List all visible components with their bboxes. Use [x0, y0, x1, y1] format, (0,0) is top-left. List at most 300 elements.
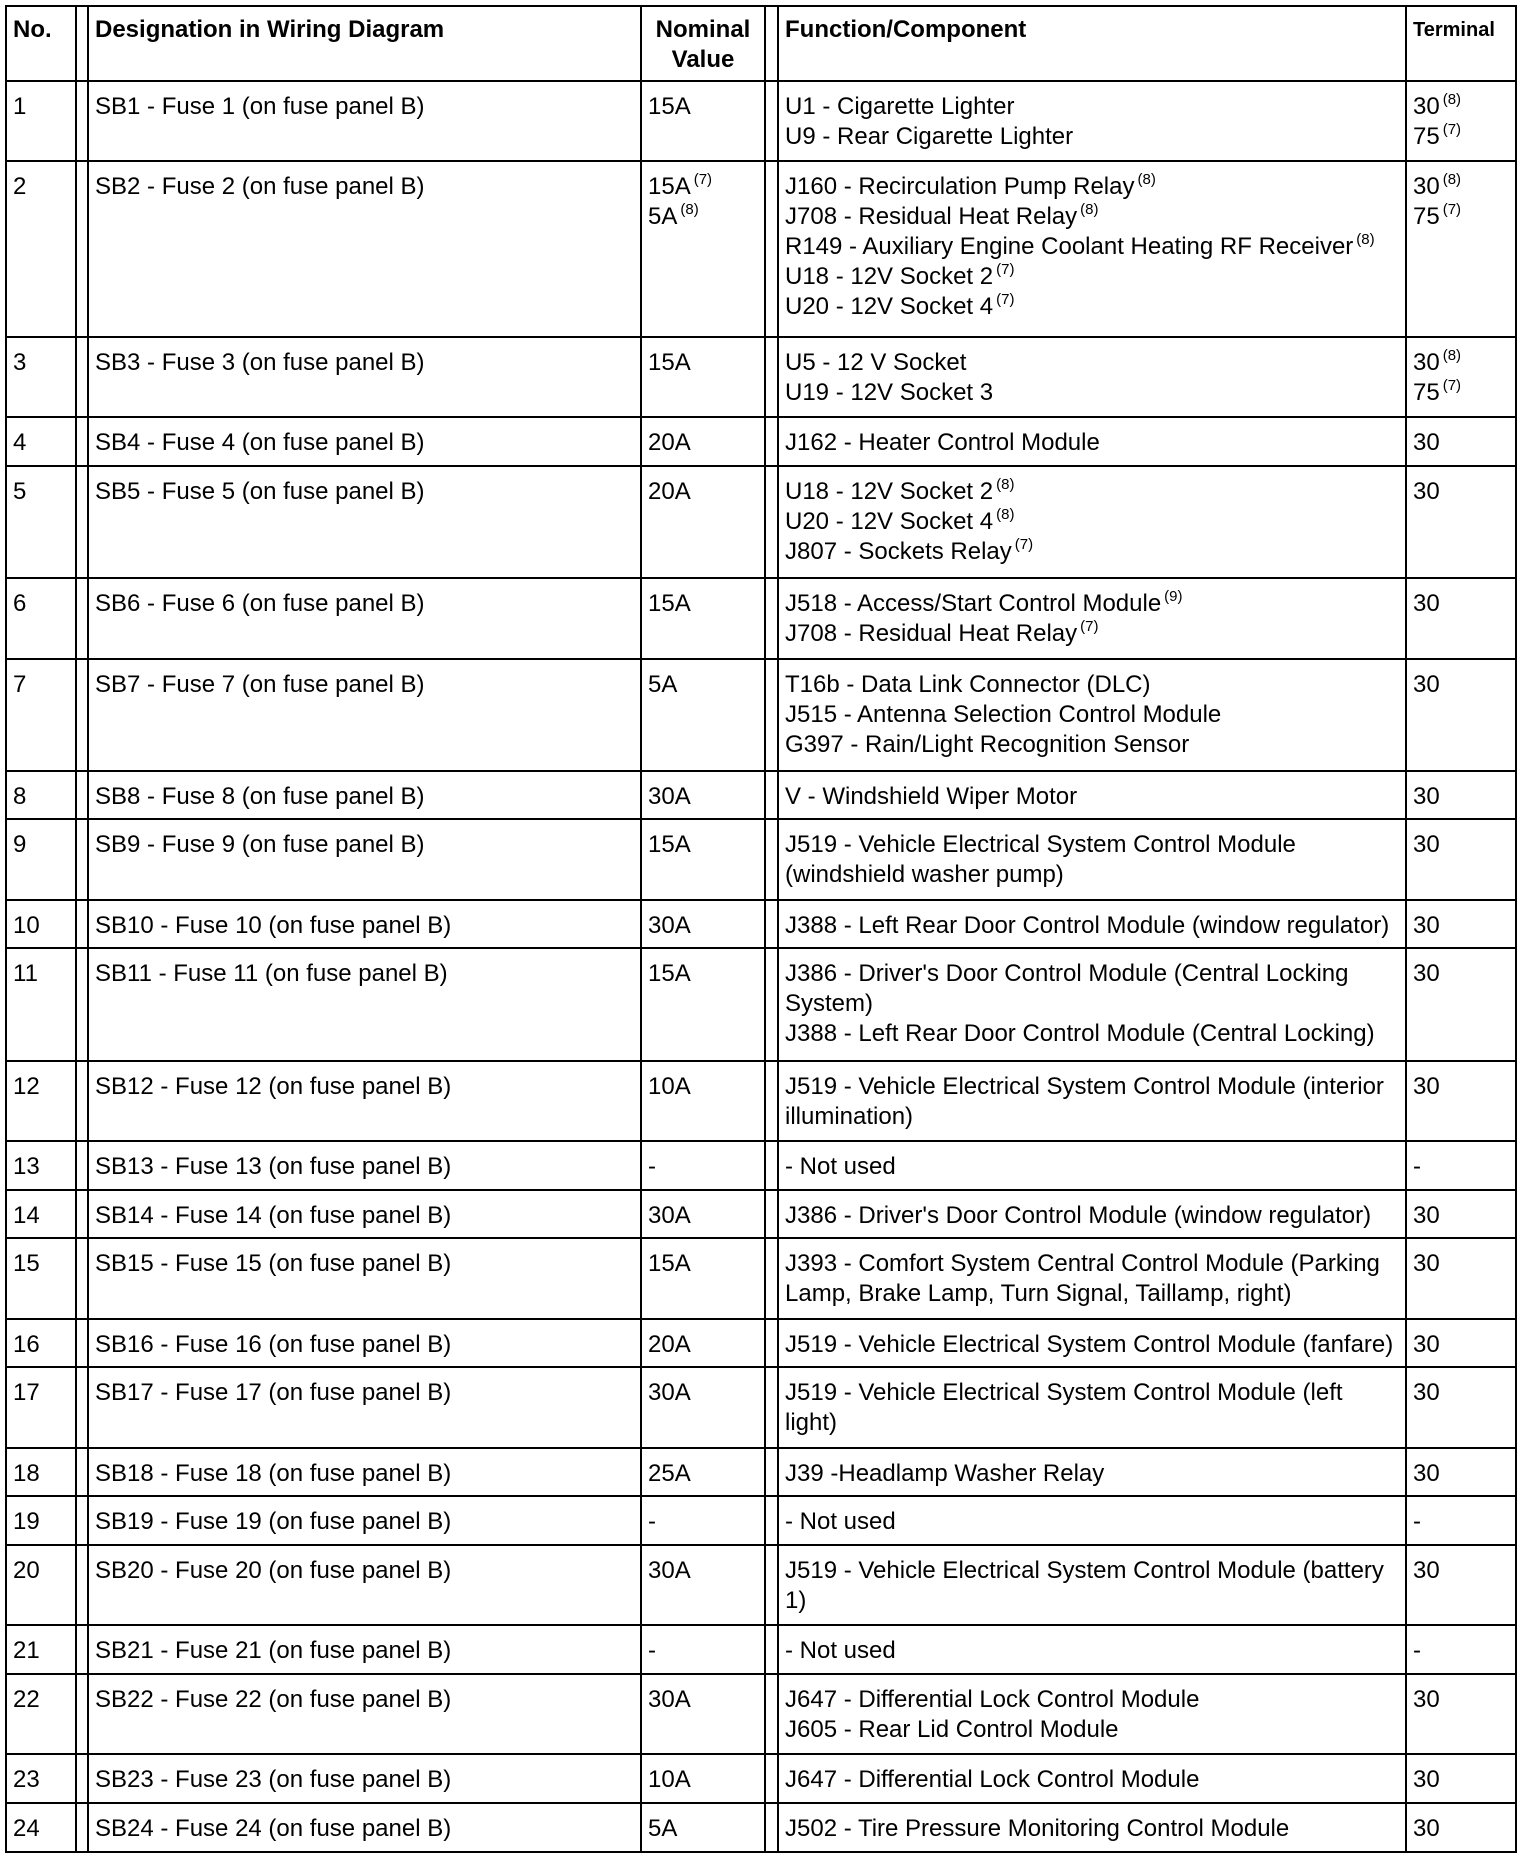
- nominal-line-text: 5A: [648, 670, 678, 698]
- function-line: [785, 589, 1399, 619]
- cell-no: 14: [6, 1190, 76, 1239]
- fuse-table: [5, 5, 1517, 1853]
- cell-terminal: [1406, 1674, 1516, 1754]
- cell-function: [778, 466, 1406, 578]
- cell-nominal-value: [641, 1545, 765, 1625]
- cell-spacer: [765, 1367, 778, 1447]
- footnote-marker: (7): [693, 171, 713, 189]
- function-line: [785, 1507, 1399, 1537]
- cell-nominal-value: [641, 1448, 765, 1497]
- function-line-text: T16b - Data Link Connector (DLC): [785, 670, 1151, 698]
- cell-terminal: [1406, 900, 1516, 949]
- cell-function: [778, 1367, 1406, 1447]
- function-line-text: J519 - Vehicle Electrical System Control Module (battery 1): [785, 1557, 1384, 1615]
- nominal-line-text: 15A: [648, 960, 691, 988]
- terminal-line-text: 30: [1413, 1250, 1440, 1278]
- cell-spacer: [76, 1496, 88, 1545]
- terminal-line: [1413, 477, 1509, 507]
- cell-no: 13: [6, 1141, 76, 1190]
- table-row: [6, 1803, 1516, 1852]
- cell-spacer: [765, 1238, 778, 1318]
- nominal-line-text: 30A: [648, 911, 691, 939]
- function-line-text: U9 - Rear Cigarette Lighter: [785, 123, 1074, 150]
- function-line: [785, 1556, 1399, 1616]
- cell-designation: SB5 - Fuse 5 (on fuse panel B): [88, 466, 641, 578]
- nominal-line: [648, 1201, 758, 1231]
- nominal-line-text: 30A: [648, 1201, 691, 1229]
- function-line-text: J519 - Vehicle Electrical System Control Module (left light): [785, 1379, 1343, 1437]
- cell-spacer: [765, 948, 778, 1060]
- cell-spacer: [76, 1141, 88, 1190]
- cell-function: [778, 1625, 1406, 1674]
- cell-no: 17: [6, 1367, 76, 1447]
- cell-terminal: [1406, 1061, 1516, 1141]
- terminal-line-text: -: [1413, 1637, 1421, 1665]
- nominal-line: [648, 1765, 758, 1795]
- cell-no: 9: [6, 819, 76, 899]
- table-row: [6, 161, 1516, 337]
- cell-terminal: [1406, 948, 1516, 1060]
- cell-nominal-value: [641, 1803, 765, 1852]
- cell-designation: SB7 - Fuse 7 (on fuse panel B): [88, 659, 641, 771]
- function-line-text: - Not used: [785, 1637, 896, 1665]
- footnote-marker: (9): [1164, 588, 1183, 606]
- cell-no: 2: [6, 161, 76, 337]
- cell-nominal-value: [641, 1319, 765, 1368]
- function-line: [785, 262, 1399, 292]
- cell-terminal: [1406, 1319, 1516, 1368]
- cell-designation: SB12 - Fuse 12 (on fuse panel B): [88, 1061, 641, 1141]
- footnote-marker: (7): [1442, 377, 1462, 394]
- cell-no: 5: [6, 466, 76, 578]
- cell-terminal: [1406, 337, 1516, 417]
- nominal-line: [648, 202, 758, 232]
- function-line: [785, 911, 1399, 941]
- cell-designation: SB17 - Fuse 17 (on fuse panel B): [88, 1367, 641, 1447]
- terminal-line-text: 75: [1413, 203, 1440, 231]
- nominal-line-text: 15A: [648, 93, 691, 120]
- nominal-line-text: 30A: [648, 1686, 691, 1714]
- cell-designation: SB10 - Fuse 10 (on fuse panel B): [88, 900, 641, 949]
- terminal-line: [1413, 1330, 1509, 1360]
- cell-spacer: [765, 1545, 778, 1625]
- nominal-line-text: 20A: [648, 478, 691, 506]
- cell-designation: SB6 - Fuse 6 (on fuse panel B): [88, 578, 641, 658]
- footnote-marker: (8): [996, 476, 1015, 494]
- cell-no: 11: [6, 948, 76, 1060]
- nominal-line: [648, 1636, 758, 1666]
- cell-function: [778, 1545, 1406, 1625]
- cell-terminal: [1406, 81, 1516, 161]
- cell-function: [778, 819, 1406, 899]
- cell-spacer: [765, 1190, 778, 1239]
- terminal-line-text: 30: [1413, 1766, 1440, 1794]
- nominal-line: [648, 1378, 758, 1408]
- terminal-line: [1413, 1459, 1509, 1489]
- cell-no: 4: [6, 417, 76, 466]
- terminal-line: [1413, 1249, 1509, 1279]
- footnote-marker: (8): [1442, 171, 1462, 189]
- function-line-text: J708 - Residual Heat Relay: [785, 620, 1078, 648]
- cell-designation: SB1 - Fuse 1 (on fuse panel B): [88, 81, 641, 161]
- terminal-line-text: 30: [1413, 173, 1440, 201]
- cell-nominal-value: [641, 1238, 765, 1318]
- cell-nominal-value: [641, 1496, 765, 1545]
- cell-terminal: [1406, 771, 1516, 820]
- cell-spacer: [76, 1190, 88, 1239]
- cell-designation: SB2 - Fuse 2 (on fuse panel B): [88, 161, 641, 337]
- nominal-line-text: -: [648, 1508, 656, 1536]
- function-line: [785, 1814, 1399, 1844]
- cell-spacer: [76, 578, 88, 658]
- nominal-line: [648, 1685, 758, 1715]
- terminal-line: [1413, 782, 1509, 812]
- table-body: [6, 81, 1516, 1852]
- cell-terminal: [1406, 1754, 1516, 1803]
- nominal-line: [648, 1459, 758, 1489]
- nominal-line: [648, 428, 758, 458]
- terminal-line-text: 30: [1413, 1201, 1440, 1229]
- cell-function: [778, 1496, 1406, 1545]
- cell-no: 19: [6, 1496, 76, 1545]
- cell-no: 22: [6, 1674, 76, 1754]
- nominal-line-text: 30A: [648, 1557, 691, 1585]
- function-line-text: J39 -Headlamp Washer Relay: [785, 1459, 1105, 1487]
- cell-terminal: [1406, 466, 1516, 578]
- function-line: [785, 348, 1399, 378]
- terminal-line: [1413, 1765, 1509, 1795]
- function-line: [785, 232, 1399, 262]
- cell-function: [778, 1803, 1406, 1852]
- table-row: [6, 1367, 1516, 1447]
- function-line: [785, 292, 1399, 322]
- cell-function: [778, 1754, 1406, 1803]
- cell-terminal: [1406, 1496, 1516, 1545]
- function-line-text: J515 - Antenna Selection Control Module: [785, 700, 1222, 728]
- table-row: [6, 1625, 1516, 1674]
- cell-terminal: [1406, 1190, 1516, 1239]
- cell-designation: SB19 - Fuse 19 (on fuse panel B): [88, 1496, 641, 1545]
- nominal-line: [648, 1330, 758, 1360]
- cell-function: [778, 771, 1406, 820]
- cell-no: 8: [6, 771, 76, 820]
- terminal-line-text: 30: [1413, 1557, 1440, 1585]
- terminal-line: [1413, 1556, 1509, 1586]
- header-nominal-line2: Value: [671, 46, 735, 73]
- nominal-line-text: -: [648, 1637, 656, 1665]
- footnote-marker: (8): [1080, 201, 1099, 219]
- footnote-marker: (8): [1442, 347, 1462, 364]
- cell-nominal-value: [641, 1190, 765, 1239]
- function-line-text: J388 - Left Rear Door Control Module (window regulator): [785, 911, 1390, 939]
- function-line: [785, 122, 1399, 152]
- cell-terminal: [1406, 417, 1516, 466]
- terminal-line-text: 30: [1413, 831, 1440, 859]
- nominal-line: [648, 670, 758, 700]
- cell-terminal: [1406, 819, 1516, 899]
- function-line-text: U20 - 12V Socket 4: [785, 508, 994, 536]
- cell-designation: SB18 - Fuse 18 (on fuse panel B): [88, 1448, 641, 1497]
- terminal-line-text: 75: [1413, 379, 1440, 406]
- terminal-line: [1413, 1152, 1509, 1182]
- nominal-line-text: 15A: [648, 349, 691, 376]
- function-line-text: U1 - Cigarette Lighter: [785, 93, 1015, 120]
- function-line: [785, 1201, 1399, 1231]
- nominal-line-text: 15A: [648, 173, 691, 201]
- function-line-text: J518 - Access/Start Control Module: [785, 590, 1162, 618]
- cell-no: 1: [6, 81, 76, 161]
- cell-nominal-value: [641, 1141, 765, 1190]
- cell-no: 24: [6, 1803, 76, 1852]
- nominal-line: [648, 172, 758, 202]
- cell-spacer: [765, 1674, 778, 1754]
- cell-spacer: [765, 578, 778, 658]
- nominal-line-text: 15A: [648, 831, 691, 859]
- table-row: [6, 578, 1516, 658]
- function-line: [785, 378, 1399, 408]
- table-row: [6, 466, 1516, 578]
- terminal-line-text: 30: [1413, 590, 1440, 618]
- terminal-line-text: 30: [1413, 429, 1440, 457]
- function-line: [785, 1715, 1399, 1745]
- cell-no: 15: [6, 1238, 76, 1318]
- function-line-text: G397 - Rain/Light Recognition Sensor: [785, 730, 1190, 758]
- cell-spacer: [765, 771, 778, 820]
- cell-function: [778, 1061, 1406, 1141]
- cell-function: [778, 1448, 1406, 1497]
- table-row: [6, 81, 1516, 161]
- function-line-text: J386 - Driver's Door Control Module (Central Locking System): [785, 960, 1349, 1018]
- cell-terminal: [1406, 1448, 1516, 1497]
- function-line: [785, 619, 1399, 649]
- cell-terminal: [1406, 1545, 1516, 1625]
- cell-terminal: [1406, 659, 1516, 771]
- cell-nominal-value: [641, 659, 765, 771]
- cell-spacer: [76, 1061, 88, 1141]
- cell-spacer: [76, 1448, 88, 1497]
- table-row: [6, 659, 1516, 771]
- cell-terminal: [1406, 161, 1516, 337]
- cell-function: [778, 81, 1406, 161]
- terminal-line-text: 30: [1413, 93, 1440, 120]
- function-line-text: U19 - 12V Socket 3: [785, 379, 994, 406]
- function-line: [785, 700, 1399, 730]
- nominal-line: [648, 1249, 758, 1279]
- function-line: [785, 1330, 1399, 1360]
- nominal-line-text: 15A: [648, 1250, 691, 1278]
- cell-nominal-value: [641, 578, 765, 658]
- nominal-line-text: 30A: [648, 782, 691, 810]
- function-line: [785, 1072, 1399, 1132]
- function-line: [785, 1378, 1399, 1438]
- cell-designation: SB22 - Fuse 22 (on fuse panel B): [88, 1674, 641, 1754]
- function-line: [785, 428, 1399, 458]
- cell-spacer: [765, 1754, 778, 1803]
- cell-spacer: [76, 771, 88, 820]
- function-line-text: U18 - 12V Socket 2: [785, 263, 994, 291]
- cell-no: 20: [6, 1545, 76, 1625]
- header-terminal: Terminal: [1406, 6, 1516, 81]
- cell-function: [778, 578, 1406, 658]
- cell-no: 18: [6, 1448, 76, 1497]
- terminal-line-text: 30: [1413, 782, 1440, 810]
- table-row: [6, 1545, 1516, 1625]
- function-line-text: J393 - Comfort System Central Control Module (Parking Lamp, Brake Lamp, Turn Signal, Taillamp, right): [785, 1250, 1380, 1308]
- terminal-line: [1413, 92, 1509, 122]
- nominal-line: [648, 1152, 758, 1182]
- nominal-line: [648, 1556, 758, 1586]
- terminal-line: [1413, 202, 1509, 232]
- cell-designation: SB21 - Fuse 21 (on fuse panel B): [88, 1625, 641, 1674]
- cell-function: [778, 337, 1406, 417]
- nominal-line: [648, 1072, 758, 1102]
- table-row: [6, 337, 1516, 417]
- function-line: [785, 730, 1399, 760]
- table-row: [6, 1190, 1516, 1239]
- footnote-marker: (7): [1014, 536, 1034, 554]
- terminal-line: [1413, 378, 1509, 408]
- header-no: No.: [6, 6, 76, 81]
- terminal-line-text: 30: [1413, 1072, 1440, 1100]
- cell-no: 21: [6, 1625, 76, 1674]
- cell-spacer: [76, 1674, 88, 1754]
- cell-nominal-value: [641, 1754, 765, 1803]
- cell-spacer: [765, 417, 778, 466]
- header-spacer: [765, 6, 778, 81]
- terminal-line-text: 30: [1413, 1379, 1440, 1407]
- header-designation: Designation in Wiring Diagram: [88, 6, 641, 81]
- cell-designation: SB20 - Fuse 20 (on fuse panel B): [88, 1545, 641, 1625]
- nominal-line: [648, 477, 758, 507]
- table-row: [6, 1674, 1516, 1754]
- function-line-text: J160 - Recirculation Pump Relay: [785, 173, 1135, 201]
- cell-function: [778, 161, 1406, 337]
- cell-spacer: [765, 819, 778, 899]
- cell-nominal-value: [641, 81, 765, 161]
- table-row: [6, 1238, 1516, 1318]
- nominal-line: [648, 959, 758, 989]
- terminal-line-text: -: [1413, 1508, 1421, 1536]
- function-line-text: J519 - Vehicle Electrical System Control Module (interior illumination): [785, 1072, 1384, 1130]
- function-line: [785, 782, 1399, 812]
- terminal-line-text: 30: [1413, 1686, 1440, 1714]
- cell-no: 3: [6, 337, 76, 417]
- nominal-line-text: 30A: [648, 1379, 691, 1407]
- cell-designation: SB4 - Fuse 4 (on fuse panel B): [88, 417, 641, 466]
- function-line-text: J605 - Rear Lid Control Module: [785, 1716, 1119, 1744]
- terminal-line: [1413, 428, 1509, 458]
- nominal-line: [648, 348, 758, 378]
- nominal-line: [648, 92, 758, 122]
- footnote-marker: (8): [1442, 91, 1462, 108]
- function-line: [785, 1765, 1399, 1795]
- function-line-text: U18 - 12V Socket 2: [785, 478, 994, 506]
- terminal-line: [1413, 348, 1509, 378]
- cell-function: [778, 1141, 1406, 1190]
- cell-spacer: [76, 948, 88, 1060]
- table-row: [6, 900, 1516, 949]
- cell-spacer: [765, 1448, 778, 1497]
- nominal-line-text: 25A: [648, 1459, 691, 1487]
- cell-nominal-value: [641, 948, 765, 1060]
- cell-nominal-value: [641, 1625, 765, 1674]
- cell-terminal: [1406, 578, 1516, 658]
- nominal-line-text: -: [648, 1152, 656, 1180]
- terminal-line: [1413, 959, 1509, 989]
- cell-designation: SB16 - Fuse 16 (on fuse panel B): [88, 1319, 641, 1368]
- function-line: [785, 202, 1399, 232]
- cell-nominal-value: [641, 1367, 765, 1447]
- table-row: [6, 417, 1516, 466]
- cell-spacer: [76, 417, 88, 466]
- function-line-text: J386 - Driver's Door Control Module (window regulator): [785, 1201, 1372, 1229]
- function-line: [785, 830, 1399, 890]
- function-line-text: J647 - Differential Lock Control Module: [785, 1766, 1200, 1794]
- cell-nominal-value: [641, 1674, 765, 1754]
- cell-no: 12: [6, 1061, 76, 1141]
- terminal-line: [1413, 1507, 1509, 1537]
- terminal-line-text: 30: [1413, 1330, 1440, 1358]
- nominal-line: [648, 1814, 758, 1844]
- terminal-line-text: 30: [1413, 911, 1440, 939]
- table-row: [6, 1061, 1516, 1141]
- nominal-line: [648, 830, 758, 860]
- cell-spacer: [765, 1061, 778, 1141]
- table-row: [6, 1496, 1516, 1545]
- cell-designation: SB15 - Fuse 15 (on fuse panel B): [88, 1238, 641, 1318]
- cell-spacer: [76, 1238, 88, 1318]
- cell-designation: SB23 - Fuse 23 (on fuse panel B): [88, 1754, 641, 1803]
- function-line-text: J519 - Vehicle Electrical System Control Module (fanfare): [785, 1330, 1394, 1358]
- cell-function: [778, 1190, 1406, 1239]
- cell-spacer: [765, 1141, 778, 1190]
- cell-spacer: [76, 1367, 88, 1447]
- function-line: [785, 507, 1399, 537]
- cell-spacer: [765, 81, 778, 161]
- function-line-text: U20 - 12V Socket 4: [785, 293, 994, 321]
- cell-spacer: [76, 1545, 88, 1625]
- footnote-marker: (8): [1356, 231, 1375, 249]
- cell-spacer: [76, 900, 88, 949]
- nominal-line: [648, 1507, 758, 1537]
- terminal-line: [1413, 1814, 1509, 1844]
- terminal-line: [1413, 1201, 1509, 1231]
- cell-no: 6: [6, 578, 76, 658]
- table-row: [6, 1141, 1516, 1190]
- function-line: [785, 92, 1399, 122]
- terminal-line: [1413, 830, 1509, 860]
- function-line: [785, 1685, 1399, 1715]
- nominal-line: [648, 589, 758, 619]
- nominal-line-text: 10A: [648, 1072, 691, 1100]
- footnote-marker: (7): [996, 261, 1015, 279]
- nominal-line: [648, 782, 758, 812]
- cell-nominal-value: [641, 466, 765, 578]
- nominal-line: [648, 911, 758, 941]
- function-line: [785, 537, 1399, 567]
- cell-spacer: [765, 659, 778, 771]
- cell-nominal-value: [641, 417, 765, 466]
- cell-spacer: [76, 1754, 88, 1803]
- cell-spacer: [76, 161, 88, 337]
- cell-spacer: [765, 161, 778, 337]
- cell-spacer: [765, 466, 778, 578]
- function-line: [785, 1636, 1399, 1666]
- function-line-text: J388 - Left Rear Door Control Module (Central Locking): [785, 1020, 1375, 1048]
- cell-no: 16: [6, 1319, 76, 1368]
- function-line: [785, 172, 1399, 202]
- cell-function: [778, 659, 1406, 771]
